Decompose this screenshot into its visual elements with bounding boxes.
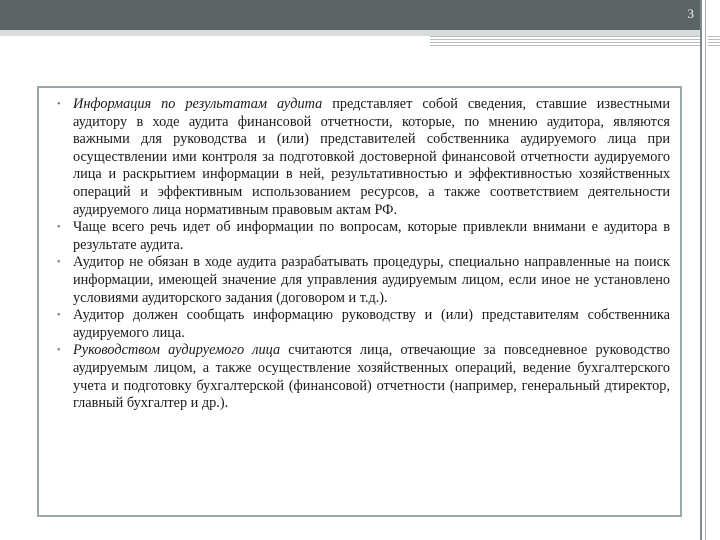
right-border-rule — [700, 0, 702, 540]
header-bar — [0, 0, 700, 30]
bullet-icon: • — [57, 257, 61, 269]
page-number: 3 — [687, 6, 694, 21]
list-item — [53, 254, 670, 307]
bullet-icon: • — [57, 222, 61, 234]
header-stripe-decoration — [430, 36, 700, 46]
list-item — [53, 342, 670, 412]
bullet-icon: • — [57, 310, 61, 322]
bullet-text: Аудитор должен сообщать информацию руководству и (или) представителям собственника аудируемого лица. — [73, 307, 670, 341]
bullet-icon: • — [57, 99, 61, 110]
content-box — [37, 86, 682, 517]
bullet-list — [53, 96, 670, 413]
right-border-rule-inner — [705, 0, 706, 540]
bullet-text: Чаще всего речь идет об информации по вопросам, которые привлекли внимани е аудитора в результате аудита. — [73, 219, 670, 253]
bullet-lead-italic: Руководством аудируемого лица — [73, 342, 281, 359]
corner-stripe-decoration — [708, 36, 720, 46]
bullet-text: Аудитор не обязан в ходе аудита разрабатывать процедуры, специально направленные на поиск информации, имеющей значение для управления аудируемым лицом, если иное не установлено условиями аудиторского задания (договором и т.д.). — [73, 254, 670, 306]
bullet-lead-italic: Информация по результатам аудита — [73, 96, 323, 112]
bullet-icon: • — [57, 345, 61, 357]
list-item — [53, 96, 670, 219]
list-item — [53, 307, 670, 342]
list-item — [53, 219, 670, 254]
bullet-text: считаются лица, отвечающие за повседневное руководство аудируемым лицом, а также осуществление хозяйственных операций, ведение бухгалтерского учета и подготовку бухгалтерской (финансовой) отчетности (например, генеральный дтиректор, главный бухгалтер и др.). — [73, 342, 671, 412]
bullet-text: представляет собой сведения, ставшие известными аудитору в ходе аудита финансовой отчетности, которые, по мнению аудитора, являются важными для руководства и (или) представителей собственника аудируемого лица при осуществлении ими контроля за подготовкой достоверной финансовой отчетности аудируемого лица и раскрытием информации в ней, результативностью и эффективностью хозяйственных операций и эффективным использованием ресурсов, а также соответствием деятельности аудируемого лица нормативным правовым актам РФ. — [73, 96, 670, 218]
